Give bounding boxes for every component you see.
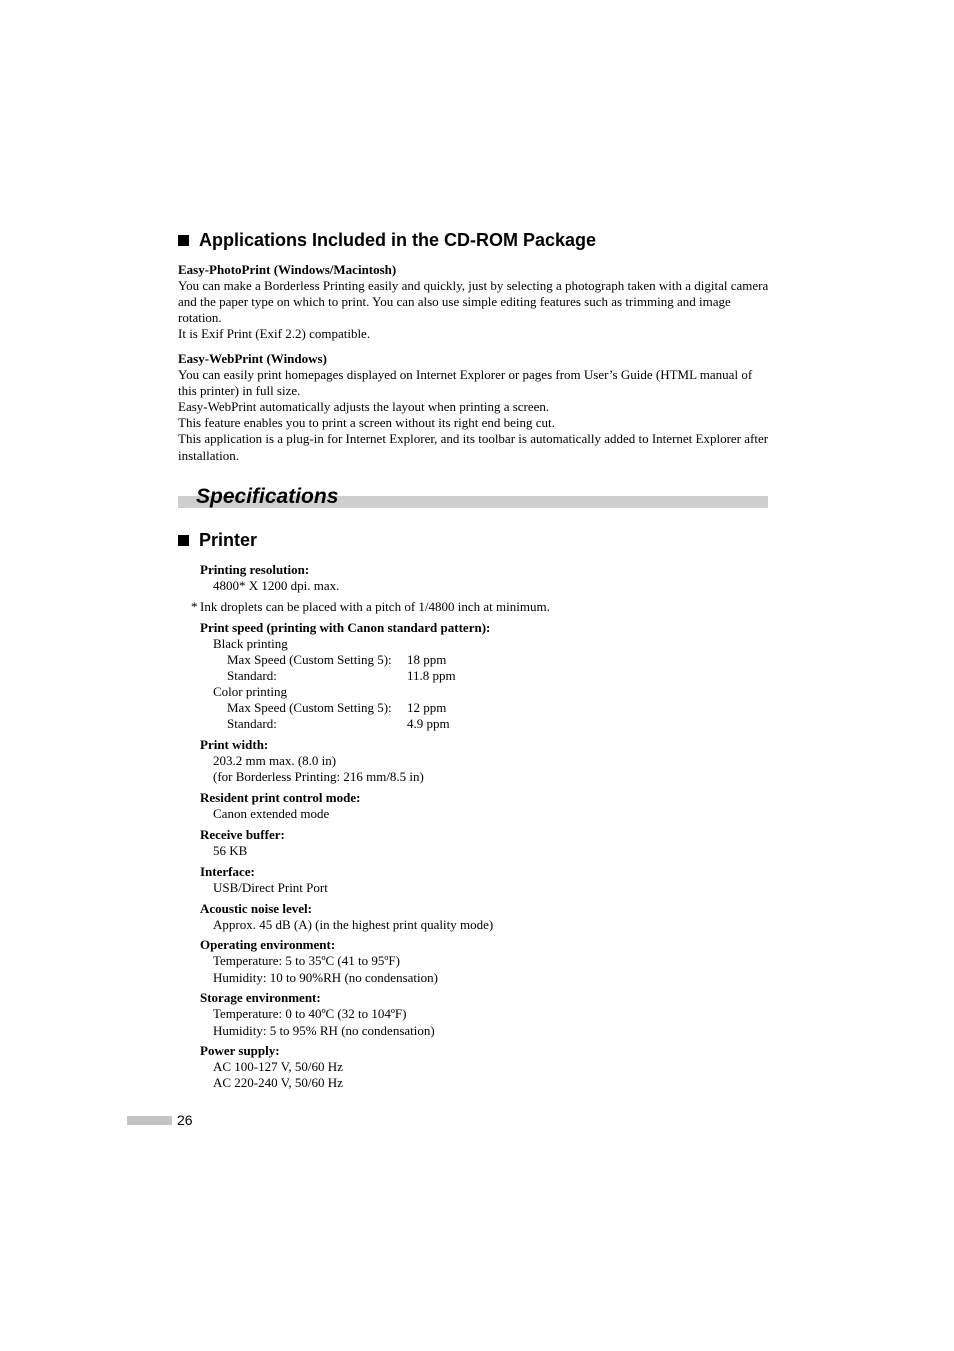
black-std-value: 11.8 ppm bbox=[407, 668, 456, 683]
printer-heading-text: Printer bbox=[199, 530, 258, 550]
color-printing: Color printing bbox=[213, 684, 288, 699]
power-value-1: AC 100-127 V, 50/60 Hz bbox=[213, 1059, 343, 1074]
black-printing: Black printing bbox=[213, 636, 288, 651]
easy-webprint-section bbox=[178, 351, 770, 464]
power-label: Power supply: bbox=[200, 1043, 280, 1058]
specifications-title: Specifications bbox=[196, 484, 342, 510]
resolution-value: 4800* X 1200 dpi. max. bbox=[213, 578, 340, 593]
easy-webprint-layout: Easy-WebPrint automatically adjusts the layout when printing a screen. bbox=[178, 399, 550, 415]
storage-temp: Temperature: 0 to 40ºC (32 to 104ºF) bbox=[213, 1006, 407, 1021]
easy-photoprint-exif: It is Exif Print (Exif 2.2) compatible. bbox=[178, 326, 371, 342]
square-bullet-icon bbox=[178, 535, 189, 546]
noise-value: Approx. 45 dB (A) (in the highest print quality mode) bbox=[213, 917, 494, 932]
noise-label: Acoustic noise level: bbox=[200, 901, 312, 916]
black-max-label: Max Speed (Custom Setting 5): bbox=[227, 652, 392, 667]
storage-humidity: Humidity: 5 to 95% RH (no condensation) bbox=[213, 1023, 435, 1038]
control-value: Canon extended mode bbox=[213, 806, 330, 821]
storage-label: Storage environment: bbox=[200, 990, 321, 1005]
printer-heading bbox=[178, 529, 257, 551]
operating-temp: Temperature: 5 to 35ºC (41 to 95ºF) bbox=[213, 953, 400, 968]
buffer-label: Receive buffer: bbox=[200, 827, 285, 842]
interface-value: USB/Direct Print Port bbox=[213, 880, 328, 895]
square-bullet-icon bbox=[178, 235, 189, 246]
black-std-label: Standard: bbox=[227, 668, 277, 683]
resolution-label: Printing resolution: bbox=[200, 562, 310, 577]
color-std-label: Standard: bbox=[227, 716, 277, 731]
operating-humidity: Humidity: 10 to 90%RH (no condensation) bbox=[213, 970, 438, 985]
easy-photoprint-title: Easy-PhotoPrint (Windows/Macintosh) bbox=[178, 262, 397, 277]
width-label: Print width: bbox=[200, 737, 269, 752]
buffer-value: 56 KB bbox=[213, 843, 248, 858]
color-std-value: 4.9 ppm bbox=[407, 716, 450, 731]
footnote-text: Ink droplets can be placed with a pitch of 1/4800 inch at minimum. bbox=[200, 599, 550, 614]
easy-webprint-title: Easy-WebPrint (Windows) bbox=[178, 351, 327, 366]
easy-photoprint-section bbox=[178, 262, 770, 342]
control-label: Resident print control mode: bbox=[200, 790, 361, 805]
easy-photoprint-desc: You can make a Borderless Printing easily and quickly, just by selecting a photograph taken with a digital camera and the paper type on which to print. You can also use simple editing features such as trimming and image rotation. bbox=[178, 278, 769, 326]
apps-heading-text: Applications Included in the CD-ROM Package bbox=[199, 230, 597, 250]
speed-label: Print speed (printing with Canon standard pattern): bbox=[200, 620, 491, 635]
easy-webprint-feature: This feature enables you to print a screen without its right end being cut. bbox=[178, 415, 555, 431]
easy-webprint-plugin: This application is a plug-in for Internet Explorer, and its toolbar is automatically added to Internet Explorer after installation. bbox=[178, 431, 769, 463]
width-value-2: (for Borderless Printing: 216 mm/8.5 in) bbox=[213, 769, 424, 784]
interface-label: Interface: bbox=[200, 864, 255, 879]
footer-bar bbox=[127, 1116, 172, 1125]
operating-label: Operating environment: bbox=[200, 937, 336, 952]
color-max-label: Max Speed (Custom Setting 5): bbox=[227, 700, 392, 715]
width-value-1: 203.2 mm max. (8.0 in) bbox=[213, 753, 337, 768]
power-value-2: AC 220-240 V, 50/60 Hz bbox=[213, 1075, 343, 1090]
apps-heading bbox=[178, 229, 596, 251]
black-max-value: 18 ppm bbox=[407, 652, 447, 667]
easy-webprint-desc: You can easily print homepages displayed on Internet Explorer or pages from User’s Guide (HTML manual of this printer) in full size. bbox=[178, 367, 753, 399]
footnote-mark: * bbox=[191, 599, 198, 614]
page-number: 26 bbox=[177, 1112, 193, 1128]
color-max-value: 12 ppm bbox=[407, 700, 447, 715]
